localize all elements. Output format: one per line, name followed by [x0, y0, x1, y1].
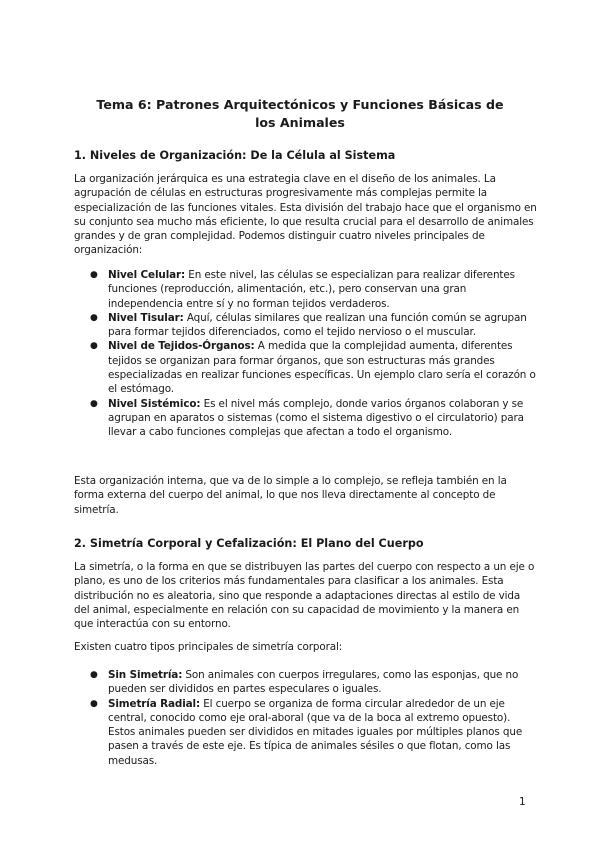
list-item: ● Nivel Sistémico: Es el nivel más complejo, donde varios órganos colaboran y se agrupan en aparatos o sistemas (como el sistema digestivo o el circulatorio) para llevar a cabo funciones complejas que afectan a todo el organismo. [90, 397, 524, 439]
section-2-lead: Existen cuatro tipos principales de simetría corporal: [74, 641, 343, 653]
bullet-icon: ● [90, 312, 98, 323]
organization-levels-list [0, 268, 536, 440]
bullet-icon: ● [90, 270, 98, 280]
list-item: ● Nivel Tisular: Aquí, células similares que realizan una función común se agrupan para formar tejidos diferenciados, como el tejido nervioso o el muscular. [90, 311, 527, 339]
symmetry-types-list [0, 668, 536, 768]
section-2-heading: 2. Simetría Corporal y Cefalización: El Plano del Cuerpo [74, 537, 424, 550]
bullet-icon: ● [90, 398, 98, 409]
section-1-intro: La organización jerárquica es una estrategia clave en el diseño de los animales. La agrupación de células en estructuras progresivamente más complejas permite la especialización de las funciones vitales. Esta división del trabajo hace que el organismo en su conjunto sea mucho más eficiente, lo que resulta crucial para el desarrollo de animales grandes y de gran complejidad. Podemos distinguir cuatro niveles principales de organización: [74, 173, 537, 257]
section-1-outro: Esta organización interna, que va de lo simple a lo complejo, se refleja también en la forma externa del cuerpo del animal, lo que nos lleva directamente al concepto de simetría. [74, 475, 507, 516]
list-item: ● Sin Simetría: Son animales con cuerpos irregulares, como las esponjas, que no pueden ser divididos en partes especulares o iguales. [90, 669, 519, 696]
document-title: Tema 6: Patrones Arquitectónicos y Funciones Básicas de los Animales [96, 97, 504, 130]
list-item: ● Nivel Celular: En este nivel, las células se especializan para realizar diferentes funciones (reproducción, alimentación, etc.), pero conservan una gran independencia entre sí y no forman tejidos verdaderos. [90, 269, 515, 310]
page-number: 1 [519, 796, 526, 808]
bullet-icon: ● [90, 670, 98, 680]
bullet-icon: ● [90, 698, 98, 709]
section-1-heading: 1. Niveles de Organización: De la Célula al Sistema [74, 149, 396, 162]
list-item: ● Simetría Radial: El cuerpo se organiza de forma circular alrededor de un eje central, conocido como eje oral-aboral (que va de la boca al extremo opuesto). Estos animales pueden ser divididos en mitades iguales por múltiples planos que pasen a través de este eje. Es típica de animales sésiles o que flotan, como las medusas. [90, 697, 523, 767]
bullet-icon: ● [90, 341, 98, 352]
list-item: ● Nivel de Tejidos-Órganos: A medida que la complejidad aumenta, diferentes tejidos se organizan para formar órganos, que son estructuras más grandes especializadas en realizar funciones específicas. Un ejemplo claro sería el corazón o el estómago. [90, 340, 536, 396]
section-2-intro: La simetría, o la forma en que se distribuyen las partes del cuerpo con respecto a un eje o plano, es uno de los criterios más fundamentales para clasificar a los animales. Esta distribución no es aleatoria, sino que responde a adaptaciones directas al estilo de vida del animal, especialmente en relación con su capacidad de movimiento y la manera en que interactúa con su entorno. [74, 561, 535, 631]
